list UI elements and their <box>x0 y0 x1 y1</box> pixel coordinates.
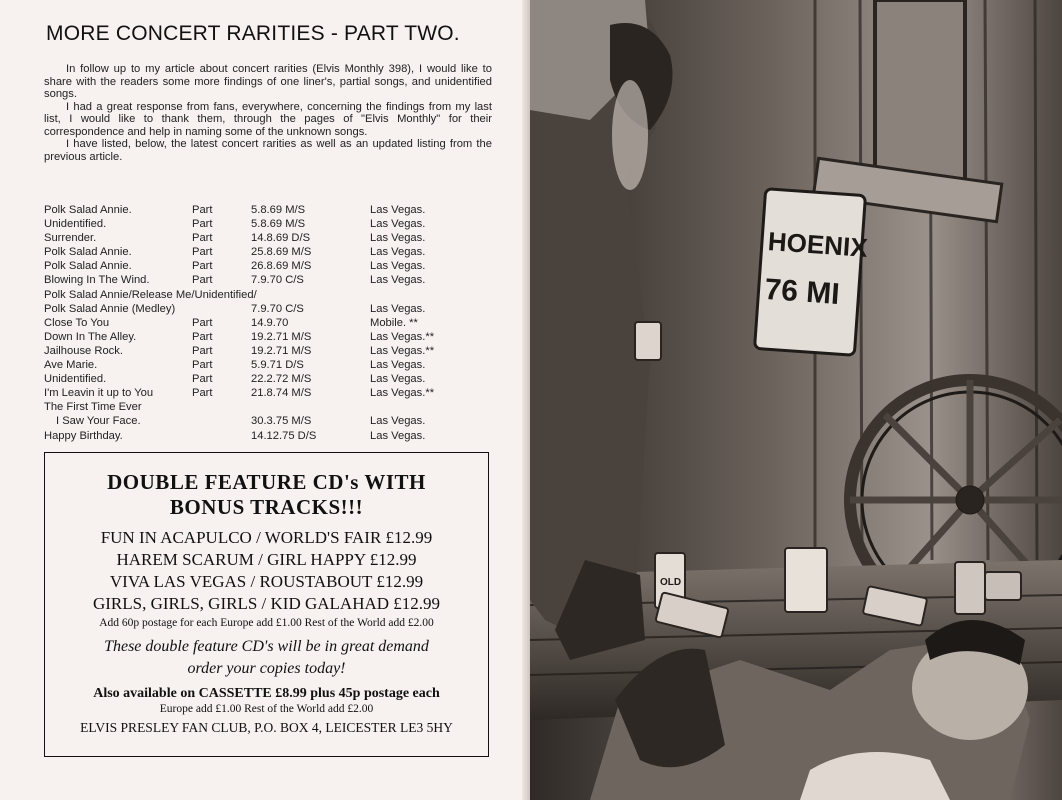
rarity-type: Part <box>192 274 213 287</box>
rarity-type: Part <box>192 330 213 343</box>
rarity-song-title: Unidentified. <box>44 373 107 386</box>
rarity-type: Part <box>192 204 213 216</box>
rarity-venue: Mobile. ** <box>370 316 418 329</box>
rarity-venue: Las Vegas. <box>370 232 426 245</box>
rarity-date: 25.8.69 M/S <box>251 246 312 259</box>
advert-item: FUN IN ACAPULCO / WORLD'S FAIR £12.99 <box>100 528 433 547</box>
advert-item: VIVA LAS VEGAS / ROUSTABOUT £12.99 <box>109 572 424 591</box>
rarity-type: Part <box>192 344 213 357</box>
rarity-row <box>44 386 494 400</box>
rarity-venue: Las Vegas. <box>370 246 426 259</box>
article-intro <box>44 63 492 163</box>
rarity-row <box>44 429 494 443</box>
rarity-type: Part <box>192 260 213 273</box>
rarity-song-title: Happy Birthday. <box>44 429 123 442</box>
rarity-song-title: Polk Salad Annie. <box>44 246 132 259</box>
rarity-venue: Las Vegas. <box>370 204 426 216</box>
rarity-song-title: Blowing In The Wind. <box>44 274 150 287</box>
advert-promo-line2: order your copies today! <box>187 660 346 677</box>
advert-item: HAREM SCARUM / GIRL HAPPY £12.99 <box>116 550 417 569</box>
rarity-type: Part <box>192 316 213 329</box>
rarity-row <box>44 259 494 273</box>
rarity-row <box>44 414 494 428</box>
advert-item: GIRLS, GIRLS, GIRLS / KID GALAHAD £12.99 <box>92 594 441 613</box>
advert-cassette-postage: Europe add £1.00 Rest of the World add £2.00 <box>159 703 374 715</box>
rarity-venue: Las Vegas. <box>370 359 426 372</box>
rarity-venue: Las Vegas.** <box>370 387 435 400</box>
rarity-row <box>44 358 494 372</box>
rarity-song-title: Polk Salad Annie. <box>44 204 132 216</box>
rarity-row <box>44 288 494 302</box>
rarity-row <box>44 273 494 287</box>
sign-text-line1: HOENIX <box>767 226 869 263</box>
rarity-date: 14.8.69 D/S <box>251 232 311 245</box>
rarity-song-title: Polk Salad Annie. <box>44 260 132 273</box>
rarity-type: Part <box>192 373 213 386</box>
film-still-photo <box>530 0 1062 800</box>
rarity-song-title: Polk Salad Annie (Medley) <box>44 302 176 315</box>
rarity-venue: Las Vegas. <box>370 260 426 273</box>
rarity-type: Part <box>192 218 213 231</box>
rarity-type: Part <box>192 387 213 400</box>
rarity-date: 7.9.70 C/S <box>251 274 304 287</box>
rarity-song-title: Ave Marie. <box>44 359 98 372</box>
rarity-row <box>44 400 494 414</box>
rarity-date: 30.3.75 M/S <box>251 415 312 428</box>
rarity-date: 19.2.71 M/S <box>251 330 312 343</box>
advert-cassette: Also available on CASSETTE £8.99 plus 45p postage each <box>93 686 440 701</box>
rarity-date: 21.8.74 M/S <box>251 387 312 400</box>
rarity-song-title: Surrender. <box>44 232 97 245</box>
phoenix-road-sign <box>755 189 870 356</box>
rarity-row <box>44 245 494 259</box>
article-title: MORE CONCERT RARITIES - PART TWO. <box>46 22 460 45</box>
intro-paragraph-1: In follow up to my article about concert rarities (Elvis Monthly 398), I would like to share with the readers some more findings of one liner's, partial songs, and unidentified songs. <box>44 63 492 100</box>
rarity-row <box>44 231 494 245</box>
rarity-date: 14.12.75 D/S <box>251 429 317 442</box>
sign-text-line2: 76 MI <box>763 272 841 312</box>
rarity-type: Part <box>192 246 213 259</box>
rarities-list <box>44 203 494 443</box>
rarity-row <box>44 217 494 231</box>
rarity-date: 5.9.71 D/S <box>251 359 304 372</box>
advert-postage: Add 60p postage for each Europe add £1.00 Rest of the World add £2.00 <box>99 617 434 629</box>
rarity-date: 7.9.70 C/S <box>251 302 304 315</box>
rarity-song-title: I Saw Your Face. <box>56 415 141 428</box>
cd-advert <box>44 452 489 757</box>
rarity-row <box>44 316 494 330</box>
right-page-photo <box>530 0 1062 800</box>
intro-paragraph-2: I had a great response from fans, everywhere, concerning the findings from my last list, I would like to thank them, through the pages of "Elvis Monthly" for their correspondence and help in naming some of the unknown songs. <box>44 100 492 138</box>
rarity-song-title: The First Time Ever <box>44 401 142 414</box>
rarity-venue: Las Vegas. <box>370 415 426 428</box>
rarity-song-title: Polk Salad Annie/Release Me/Unidentified/ <box>44 288 257 301</box>
rarity-venue: Las Vegas. <box>370 218 426 231</box>
advert-promo-line1: These double feature CD's will be in great demand <box>104 638 429 655</box>
advert-title-line1: DOUBLE FEATURE CD's WITH <box>107 470 426 494</box>
rarity-row <box>44 344 494 358</box>
rarity-venue: Las Vegas. <box>370 429 426 442</box>
advert-title <box>45 470 488 520</box>
intro-paragraph-3: I have listed, below, the latest concert rarities as well as an updated listing from the previous article. <box>44 138 492 163</box>
fan-club-address: ELVIS PRESLEY FAN CLUB, P.O. BOX 4, LEICESTER LE3 5HY <box>80 720 453 735</box>
rarity-venue: Las Vegas. <box>370 373 426 386</box>
rarity-venue: Las Vegas.** <box>370 330 435 343</box>
rarity-date: 14.9.70 <box>251 316 289 329</box>
rarity-venue: Las Vegas. <box>370 302 426 315</box>
window-frame <box>875 0 965 195</box>
rarity-type: Part <box>192 232 213 245</box>
rarity-row <box>44 330 494 344</box>
rarity-song-title: Close To You <box>44 316 110 329</box>
rarity-row <box>44 302 494 316</box>
rarity-venue: Las Vegas. <box>370 274 426 287</box>
can-label: OLD <box>660 577 682 588</box>
left-page <box>0 0 530 800</box>
rarity-venue: Las Vegas.** <box>370 344 435 357</box>
rarity-song-title: Unidentified. <box>44 218 107 231</box>
rarity-date: 5.8.69 M/S <box>251 204 306 216</box>
rarity-song-title: Jailhouse Rock. <box>44 344 123 357</box>
rarity-date: 22.2.72 M/S <box>251 373 312 386</box>
rarity-date: 5.8.69 M/S <box>251 218 306 231</box>
rarity-date: 26.8.69 M/S <box>251 260 312 273</box>
advert-title-line2: BONUS TRACKS!!! <box>169 495 364 519</box>
rarity-row <box>44 372 494 386</box>
rarity-date: 19.2.71 M/S <box>251 344 312 357</box>
rarity-row <box>44 203 494 217</box>
rarity-type: Part <box>192 359 213 372</box>
rarity-song-title: Down In The Alley. <box>44 330 137 343</box>
rarity-song-title: I'm Leavin it up to You <box>44 387 154 400</box>
